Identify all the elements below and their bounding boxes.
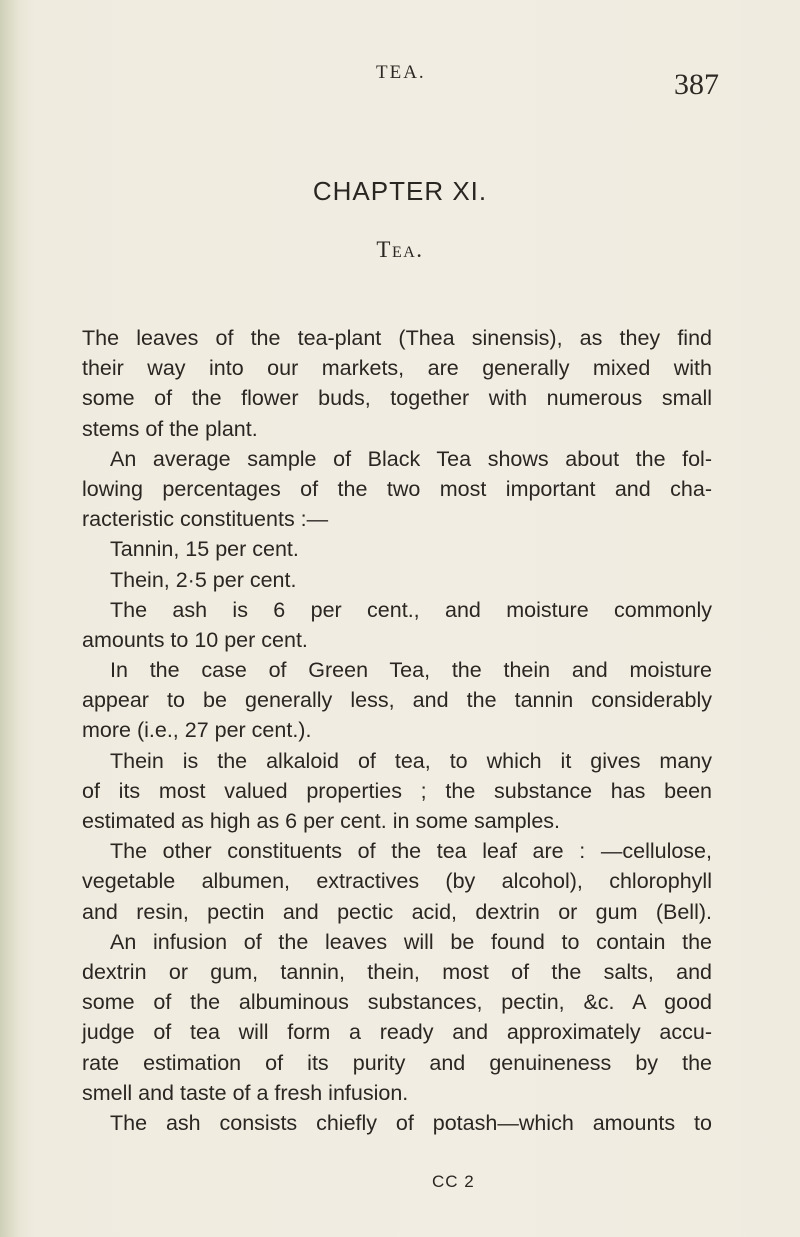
- text-line: An infusion of the leaves will be found to contain the: [110, 929, 712, 954]
- text-line: The ash consists chiefly of potash—which amounts to: [110, 1110, 712, 1135]
- text-line: The ash is 6 per cent., and moisture commonly: [110, 597, 712, 622]
- text-line: racteristic constituents :—: [82, 507, 329, 532]
- text-line: Thein, 2·5 per cent.: [110, 567, 297, 592]
- text-line: In the case of Green Tea, the thein and moisture: [110, 658, 712, 683]
- text-line: The other constituents of the tea leaf are : —cellulose,: [110, 839, 712, 864]
- text-line: some of the albuminous substances, pectin, &c. A good: [82, 990, 712, 1015]
- text-line: dextrin or gum, tannin, thein, most of the salts, and: [82, 959, 712, 984]
- text-line: their way into our markets, are generally mixed with: [82, 356, 712, 381]
- text-line: some of the flower buds, together with numerous small: [82, 386, 712, 411]
- text-line: vegetable albumen, extractives (by alcohol), chlorophyll: [82, 869, 712, 894]
- text-line: appear to be generally less, and the tannin considerably: [82, 688, 712, 713]
- text-line: rate estimation of its purity and genuineness by the: [82, 1050, 712, 1075]
- text-line: of its most valued properties ; the substance has been: [82, 778, 712, 803]
- text-line: estimated as high as 6 per cent. in some samples.: [82, 809, 561, 833]
- text-line: Tannin, 15 per cent.: [110, 537, 299, 562]
- text-line: The leaves of the tea-plant (Thea sinensis), as they find: [82, 326, 712, 350]
- text-line: more (i.e., 27 per cent.).: [82, 718, 312, 743]
- signature-mark: CC 2: [432, 1172, 475, 1191]
- text-line: amounts to 10 per cent.: [82, 627, 308, 652]
- text-line: judge of tea will form a ready and approximately accu-: [82, 1020, 712, 1045]
- page-number: 387: [674, 68, 719, 101]
- body-text: [82, 323, 712, 1138]
- chapter-title: CHAPTER XI.: [312, 176, 488, 206]
- section-title: Tea.: [376, 237, 424, 262]
- text-line: Thein is the alkaloid of tea, to which it gives many: [110, 748, 712, 773]
- running-head: TEA.: [376, 62, 426, 83]
- text-line: stems of the plant.: [82, 416, 258, 441]
- text-line: smell and taste of a fresh infusion.: [82, 1080, 409, 1105]
- text-line: An average sample of Black Tea shows about the fol-: [110, 446, 712, 471]
- text-line: lowing percentages of the two most important and cha-: [82, 476, 712, 501]
- text-line: and resin, pectin and pectic acid, dextrin or gum (Bell).: [82, 899, 712, 924]
